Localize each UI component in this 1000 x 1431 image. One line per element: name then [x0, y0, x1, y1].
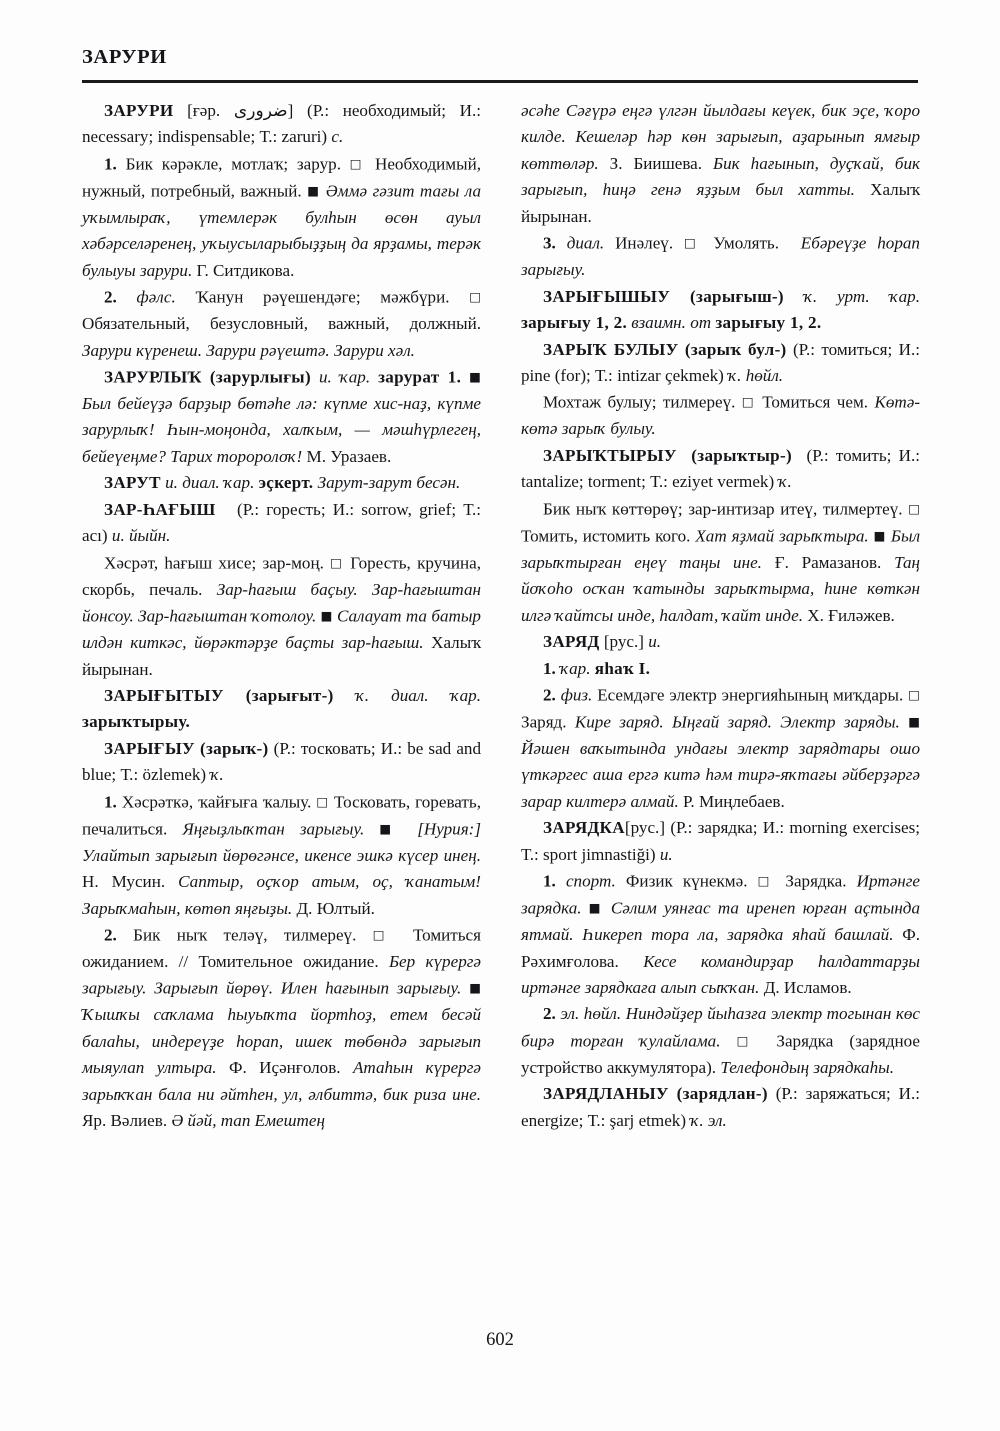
sense-2 — [82, 284, 481, 364]
grammar-label: и. — [659, 844, 673, 864]
citation-text: [Нурия:] Улайтып зарығып йөрөгәнсе, икенсе эшкә күсер инең. — [82, 819, 481, 865]
inflection-form: (зарығыш-) — [690, 286, 784, 306]
cross-reference: зарығыу 1, 2. — [521, 313, 628, 333]
sense-definition-russian: Необходимый, нужный, потребный, важный. — [82, 154, 482, 201]
citation-text: Салауат та батыр илдән киткәс, йөрәктәрҙе баҫты зар-һағыш. — [82, 606, 481, 653]
headword: ЗАРЯДЛАНЫУ — [543, 1084, 669, 1104]
filled-square-marker-icon — [589, 900, 604, 915]
entry-zaryad-sense-1 — [521, 656, 920, 682]
citation-source: Ф. Иҫәнғолов. — [228, 1058, 341, 1078]
citation-source: Халыҡ йырынан. — [82, 633, 481, 679]
translation-gloss: (Р.: горесть; И.: sorrow, grief; Т.: acı) — [82, 499, 481, 546]
open-square-marker-icon — [908, 501, 920, 516]
sense-definition-bashkir: Хәсрәт, һағыш хисе; зар-моң. — [104, 553, 324, 573]
sense-number: 2. — [543, 1004, 556, 1024]
citation-source: Р. Миңлебаев. — [683, 791, 785, 811]
usage-label: ҡар. — [560, 658, 591, 678]
entry-zarygyu-sense-1 — [82, 789, 481, 922]
open-square-marker-icon — [737, 1033, 761, 1048]
sense-number: 1. — [104, 792, 117, 812]
sense-definition-bashkir: Бик кәрәкле, мотлаҡ; зарур. — [125, 154, 341, 174]
grammar-label: ҡ. — [778, 472, 792, 492]
citation-continuation — [521, 98, 920, 230]
example-phrases: Телефондың зарядкаһы. — [720, 1057, 894, 1077]
translation-gloss: (Р.: заряжаться; И.: energize; Т.: şarj etmek) — [521, 1084, 921, 1130]
citation-source: З. Биишева. — [609, 153, 703, 173]
entry-zarurlyq — [82, 364, 481, 470]
inflection-form: (зарыҡ-) — [200, 738, 269, 758]
citation-text: Был зарыҡтырған еңеү таңы ине. — [521, 526, 921, 572]
example-phrases: Кире заряд. Ыңғай заряд. Электр заряды. — [574, 712, 900, 732]
open-square-marker-icon — [330, 555, 344, 570]
example-phrases: Зар-һағыш баҫыу. Зар-һағыштан йонсоу. Зар-һағыштан ҡотолоу. — [82, 579, 481, 626]
headword: ЗАРЫҒЫТЫУ — [104, 685, 224, 705]
cross-reference: зарурат 1. — [378, 367, 462, 387]
filled-square-marker-icon — [321, 608, 333, 623]
grammar-label: и. — [648, 632, 662, 652]
citation-text: Ҡышҡы саҡлама һыуыҡта йортһоҙ, етем бесәй балаһы, индереүҙе һорап, ишек төбөндә зарығып мыяулап ултыра. — [82, 1005, 481, 1078]
cross-reference: зарығыу 1, 2. — [715, 313, 822, 333]
entry-zaryqtyryu — [521, 443, 920, 496]
etymology: [ғәр. ضرورى] — [187, 101, 294, 120]
citation-source: М. Уразаев. — [306, 446, 392, 466]
open-square-marker-icon — [684, 235, 702, 250]
inflection-form: (зарядлан-) — [676, 1084, 768, 1104]
sense-number: 2. — [104, 925, 117, 945]
open-square-marker-icon — [742, 394, 756, 409]
sense-definition-bashkir: Бик ныҡ теләү, тилмереү. — [133, 925, 357, 945]
headword: ЗАРЫҠ БУЛЫУ — [543, 339, 679, 359]
grammar-label: ҡ. эл. — [690, 1110, 727, 1130]
sense-definition-russian: Обязательный, безусловный, важный, должный. — [82, 314, 481, 334]
sense-definition-bashkir: Ҡанун рәүешендәге; мәжбүри. — [195, 287, 450, 307]
open-square-marker-icon — [908, 687, 920, 702]
citation-text: Әммә гәзит тағы ла уҡымлыраҡ, үтемлерәк булһын өсөн ауыл хәбәрселәренең, уҡыусыларыбыҙҙың да ярҙамы, терәк булыуы зарури. — [82, 181, 481, 280]
headword: ЗАРУРИ — [104, 101, 174, 120]
right-column — [521, 98, 920, 1298]
citation-text: Атаһын күрергә зарыҡҡан бала ни әйтһен, ул, әлбиттә, бик риза ине. — [82, 1058, 481, 1104]
example-phrases: Көтә-көтә зарыҡ булыу. — [521, 392, 921, 439]
sense-number: 3. — [543, 233, 556, 253]
inflection-form: (зарыҡ бул-) — [684, 339, 787, 359]
open-square-marker-icon — [469, 289, 481, 304]
example-phrases: Хат яҙмай зарыҡтыра. — [695, 526, 869, 546]
entry-zaryqtyryu-body — [521, 496, 920, 629]
citation-text: Бик һағынып, дуҫҡай, бик зарығып, һиңә генә яҙҙым был хатты. — [521, 153, 920, 200]
headword: ЗАР-ҺАҒЫШ — [104, 499, 216, 519]
grammar-label: и. диал. ҡар. — [165, 473, 255, 493]
example-phrases: Ебәреүҙе һорап зарығыу. — [521, 233, 920, 280]
entry-zar-hagysh — [82, 497, 481, 550]
grammar-label: ҡ. диал. ҡар. — [355, 685, 481, 705]
entry-zar-hagysh-body — [82, 550, 481, 683]
citation-source: Г. Ситдикова. — [196, 260, 295, 280]
sense-definition-russian: Тосковать, горевать, печалиться. — [82, 792, 481, 839]
sense-definition-russian: Томиться ожиданием. // Томительное ожидание. — [82, 925, 481, 971]
example-phrases: Зарут-зарут бесән. — [317, 473, 461, 493]
inflection-form: (зарыҡтыр-) — [691, 445, 792, 465]
sense-definition-russian: Томить, истомить кого. — [521, 526, 691, 546]
entry-zarygyshyu — [521, 284, 920, 337]
left-column — [82, 98, 481, 1298]
cross-reference: яһаҡ I. — [594, 658, 651, 678]
sense-definition-bashkir: Инәлеү. — [615, 233, 674, 253]
filled-square-marker-icon — [469, 369, 481, 384]
inflection-form: (зарурлығы) — [209, 367, 311, 387]
usage-label: взаимн. от — [631, 313, 712, 333]
inflection-form: (зарығыт-) — [245, 685, 334, 705]
open-square-marker-icon — [373, 927, 397, 942]
citation-source: Х. Ғиләжев. — [807, 605, 895, 625]
entry-zaryadka-sense-2 — [521, 1001, 920, 1081]
sense-number: 2. — [543, 685, 556, 705]
grammar-label: ҡ. — [210, 765, 224, 785]
entry-zaryq-buluy-body — [521, 389, 920, 442]
filled-square-marker-icon — [469, 980, 481, 995]
citation-source: Д. Исламов. — [763, 977, 852, 997]
grammar-label: ҡ. һөйл. — [728, 366, 784, 386]
sense-number: 1. — [104, 154, 117, 174]
sense-definition-russian: Умолять. — [713, 233, 779, 253]
sense-definition-russian: Заряд. — [521, 712, 567, 732]
translation-gloss: (Р.: томить; И.: tantalize; torment; Т.: eziyet vermek) — [521, 445, 921, 492]
filled-square-marker-icon — [908, 714, 920, 729]
entry-zaruri — [82, 98, 481, 151]
headword: ЗАРЫҒЫУ — [104, 738, 195, 758]
grammar-label: ҡ. урт. ҡар. — [803, 286, 920, 306]
entry-zaryad — [521, 629, 920, 655]
open-square-marker-icon — [350, 156, 366, 171]
sense-definition-bashkir: Ниндәйҙер йыһазға электр тогынан көс бирә торған ҡулайлама. — [521, 1004, 920, 1051]
sense-definition-bashkir: Мохтаж булыу; тилмереү. — [543, 392, 736, 412]
filled-square-marker-icon — [379, 821, 402, 836]
cross-reference: эҫкерт. — [258, 473, 314, 493]
citation-source: Ғ. Рамазанов. — [774, 552, 882, 572]
entry-zaryq-buluy — [521, 337, 920, 390]
header-divider-rule — [82, 80, 918, 83]
citation-source: Д. Юлтый. — [296, 898, 375, 918]
sense-number: 2. — [104, 287, 117, 307]
citation-text: Саптыр, оҫҡор атым, оҫ, ҡанатым! Зарыҡмаһын, көтөп яңғыҙы. — [82, 872, 482, 918]
example-phrases: Зарури күренеш. Зарури рәүештә. Зарури хәл. — [82, 340, 415, 360]
sense-definition-bashkir: Бик ныҡ көттөрөү; зар-интизар итеү, тилмертеү. — [543, 499, 903, 519]
example-phrases: Иртәнге зарядка. — [521, 871, 921, 918]
sense-definition-russian: Зарядка (зарядное устройство аккумулятора). — [521, 1031, 921, 1077]
citation-text: әсәһе Сәғүрә еңгә үлгән йылдағы кеүек, бик эҫе, ҡоро килде. Кешеләр һәр көн зарығып, аҙарынып ямғыр көттөләр. — [521, 101, 920, 173]
citation-text: Сәлим уянғас та иренеп юрған аҫтында ятмай. Һикереп тора ла, зарядка яһай башлай. — [521, 898, 921, 945]
sense-definition-russian: Горесть, кручина, скорбь, печаль. — [82, 553, 481, 599]
entry-zarygyu-sense-3 — [521, 230, 920, 283]
headword: ЗАРЯД — [543, 632, 600, 652]
sense-definition-russian: Зарядка. — [785, 871, 847, 891]
citation-text: Кесе командирҙар һалдаттарҙы иртәнге зарядкаға алып сыҡҡан. — [521, 951, 920, 997]
entry-zarygytyu — [82, 683, 481, 736]
usage-label: диал. — [566, 233, 605, 253]
sense-definition-bashkir: Физик күнекмә. — [625, 871, 748, 891]
usage-label: физ. — [560, 685, 593, 705]
translation-gloss: (Р.: тосковать; И.: be sad and blue; Т.: özlemek) — [82, 738, 481, 785]
entry-zaryadka — [521, 815, 920, 868]
page-number: 602 — [486, 1330, 514, 1350]
grammar-label: и. йыйн. — [111, 526, 171, 546]
citation-source: Ф. Рәхимғолова. — [521, 925, 920, 971]
translation-gloss: (Р.: необходимый; И.: necessary; indispensable; Т.: zaruri) — [82, 101, 482, 147]
sense-number: 1. — [543, 871, 556, 891]
usage-label: спорт. — [565, 871, 616, 891]
filled-square-marker-icon — [307, 183, 320, 198]
entry-zarygyu — [82, 736, 481, 789]
entry-zaryadka-sense-1 — [521, 868, 920, 1001]
etymology: [рус.] — [603, 632, 644, 652]
sense-definition-russian: Томиться чем. — [762, 392, 869, 412]
grammar-label: с. — [331, 127, 344, 147]
entry-zaryadlanyu — [521, 1081, 920, 1134]
headword: ЗАРУРЛЫҠ — [104, 367, 202, 387]
etymology: [рус.] — [624, 818, 666, 838]
sense-number: 1. — [543, 658, 556, 678]
translation-gloss: (Р.: зарядка; И.: morning exercises; Т.: sport jimnastiği) — [521, 818, 920, 864]
sense-1 — [82, 151, 481, 284]
citation-source: Н. Мусин. — [82, 872, 166, 892]
citation-text: Был бейеүҙә барҙыр бөтәһе лә: күпме хис-наҙ, күпме зарурлыҡ! Һын-моңонда, халҡым, — мәшһүрлегең, бейеүеңме? Тарих тороролоҡ! — [82, 393, 481, 466]
cross-reference: зарыҡтырыу. — [82, 712, 191, 732]
filled-square-marker-icon — [874, 528, 886, 543]
entry-zarut — [82, 470, 481, 496]
example-phrases: Яңғыҙлыҡтан зарығыу. — [182, 819, 365, 839]
usage-label: фәлс. — [136, 287, 176, 307]
translation-gloss: (Р.: томиться; И.: pine (for); Т.: intizar çekmek) — [521, 339, 921, 386]
headword: ЗАРЯДКА — [543, 818, 625, 838]
entry-zaryad-sense-2 — [521, 682, 920, 815]
headword: ЗАРУТ — [104, 473, 161, 493]
citation-text: Йәшен ваҡытында ундағы электр зарядтары ошо үткәргес аша ергә китә һәм тирә-яҡтағы әйберҙәргә зарар килтерә алмай. — [521, 738, 920, 811]
entry-zarygyu-sense-2 — [82, 922, 481, 1135]
open-square-marker-icon — [316, 794, 329, 809]
running-head: ЗАРУРИ — [82, 46, 167, 68]
usage-label: эл. һөйл. — [560, 1004, 622, 1024]
citation-source: Халыҡ йырынан. — [521, 180, 920, 226]
headword: ЗАРЫҠТЫРЫУ — [543, 445, 677, 465]
citation-text: Таң йоҡоһо осҡан ҡатынды зарыҡтырма, һине көткән илгә ҡайтсы инде, һалдат, ҡайт инде. — [521, 552, 920, 625]
citation-source: Яр. Вәлиев. — [82, 1111, 168, 1131]
two-column-body — [82, 98, 920, 1298]
grammar-label: и. ҡар. — [318, 367, 371, 387]
open-square-marker-icon — [758, 873, 776, 888]
example-phrases: Бер күрергә зарығыу. Зарығып йөрөү. Илен һағынып зарығыу. — [82, 952, 481, 998]
headword: ЗАРЫҒЫШЫУ — [543, 286, 671, 306]
sense-definition-bashkir: Есемдәге электр энергияһының миҡдары. — [597, 685, 904, 705]
sense-definition-bashkir: Хәсрәткә, ҡайғыға ҡалыу. — [121, 792, 312, 812]
citation-text-continued: Ә йәй, тап Емештең — [171, 1111, 325, 1131]
